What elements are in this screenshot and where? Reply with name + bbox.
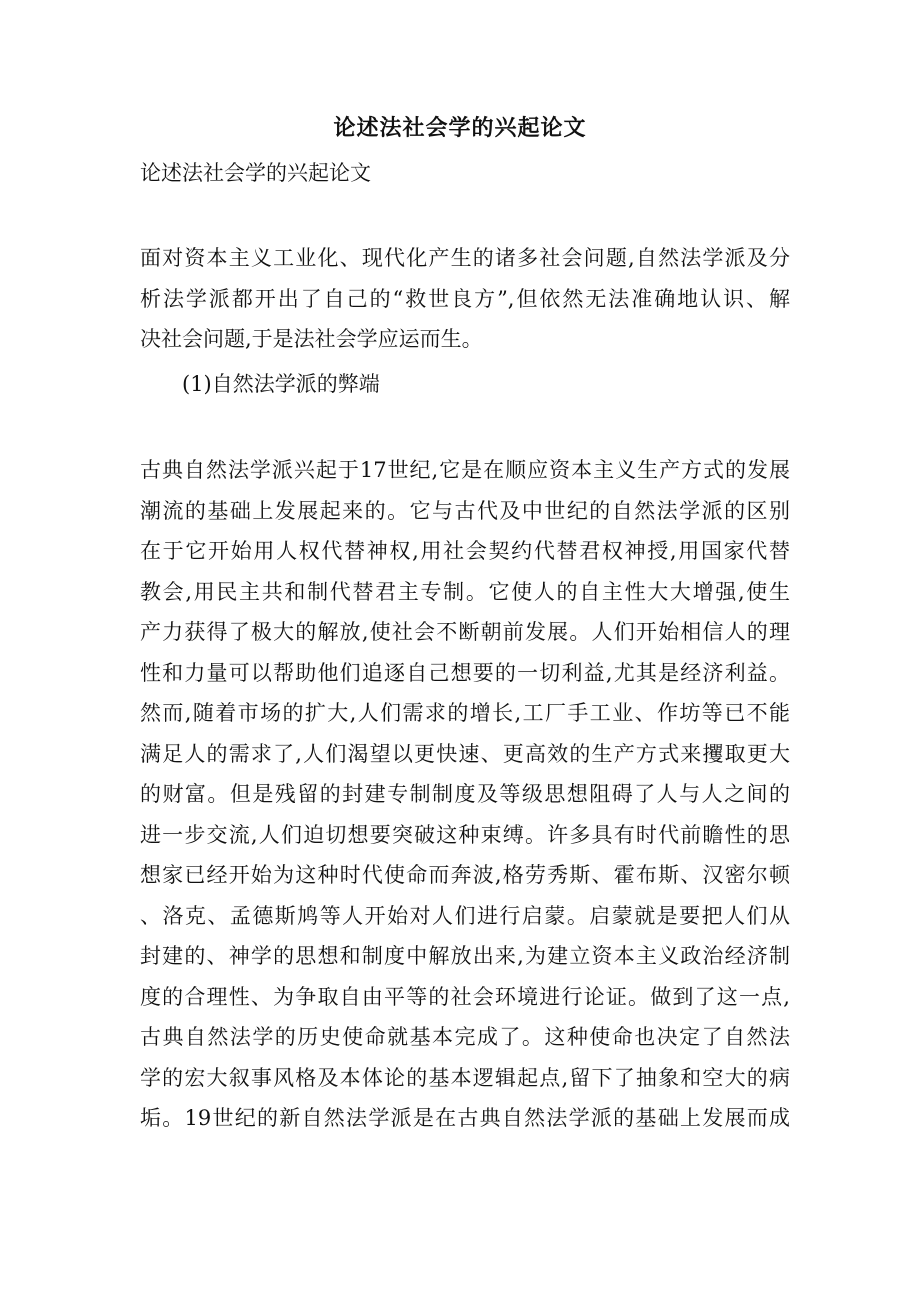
paragraph-line: 教会,用民主共和制代替君主专制。它使人的自主性大大增强,使生 [140, 579, 790, 604]
paragraph-line: 决社会问题,于是法社会学应运而生。 [140, 327, 483, 351]
intro-paragraph [140, 238, 790, 360]
paragraph-line: 进一步交流,人们迫切想要突破这种束缚。许多具有时代前瞻性的思 [140, 822, 790, 847]
document-title: 论述法社会学的兴起论文 [333, 115, 587, 141]
paragraph-line: 、洛克、孟德斯鸠等人开始对人们进行启蒙。启蒙就是要把人们从 [140, 903, 790, 928]
paragraph-line: 的财富。但是残留的封建专制制度及等级思想阻碍了人与人之间的 [140, 782, 790, 806]
paragraph-line: 封建的、神学的思想和制度中解放出来,为建立资本主义政治经济制 [140, 944, 790, 968]
paragraph-line: 然而,随着市场的扩大,人们需求的增长,工厂手工业、作坊等已不能 [140, 701, 790, 725]
paragraph-line: 性和力量可以帮助他们追逐自己想要的一切利益,尤其是经济利益。 [140, 660, 790, 685]
paragraph-line: 满足人的需求了,人们渴望以更快速、更高效的生产方式来攫取更大 [140, 741, 790, 766]
paragraph-line: 垢。19世纪的新自然法学派是在古典自然法学派的基础上发展而成 [140, 1106, 790, 1130]
paragraph-line: 度的合理性、为争取自由平等的社会环境进行论证。做到了这一点, [140, 984, 790, 1009]
paragraph-line: 想家已经开始为这种时代使命而奔波,格劳秀斯、霍布斯、汉密尔顿 [140, 863, 790, 887]
paragraph-line: 古典自然法学的历史使命就基本完成了。这种使命也决定了自然法 [140, 1025, 790, 1049]
body-paragraph [140, 450, 790, 1139]
paragraph-line: 潮流的基础上发展起来的。它与古代及中世纪的自然法学派的区别 [140, 498, 790, 523]
paragraph-line: 产力获得了极大的解放,使社会不断朝前发展。人们开始相信人的理 [140, 620, 790, 644]
paragraph-line: 在于它开始用人权代替神权,用社会契约代替君权神授,用国家代替 [140, 539, 790, 563]
paragraph-line: 学的宏大叙事风格及本体论的基本逻辑起点,留下了抽象和空大的病 [140, 1065, 790, 1090]
paragraph-line: 析法学派都开出了自己的“救世良方”,但依然无法准确地认识、解 [140, 286, 790, 311]
document-subtitle: 论述法社会学的兴起论文 [140, 161, 371, 185]
paragraph-line: 面对资本主义工业化、现代化产生的诸多社会问题,自然法学派及分 [140, 246, 790, 270]
paragraph-line: 古典自然法学派兴起于17世纪,它是在顺应资本主义生产方式的发展 [140, 458, 790, 482]
section-heading: (1)自然法学派的弊端 [182, 372, 380, 396]
